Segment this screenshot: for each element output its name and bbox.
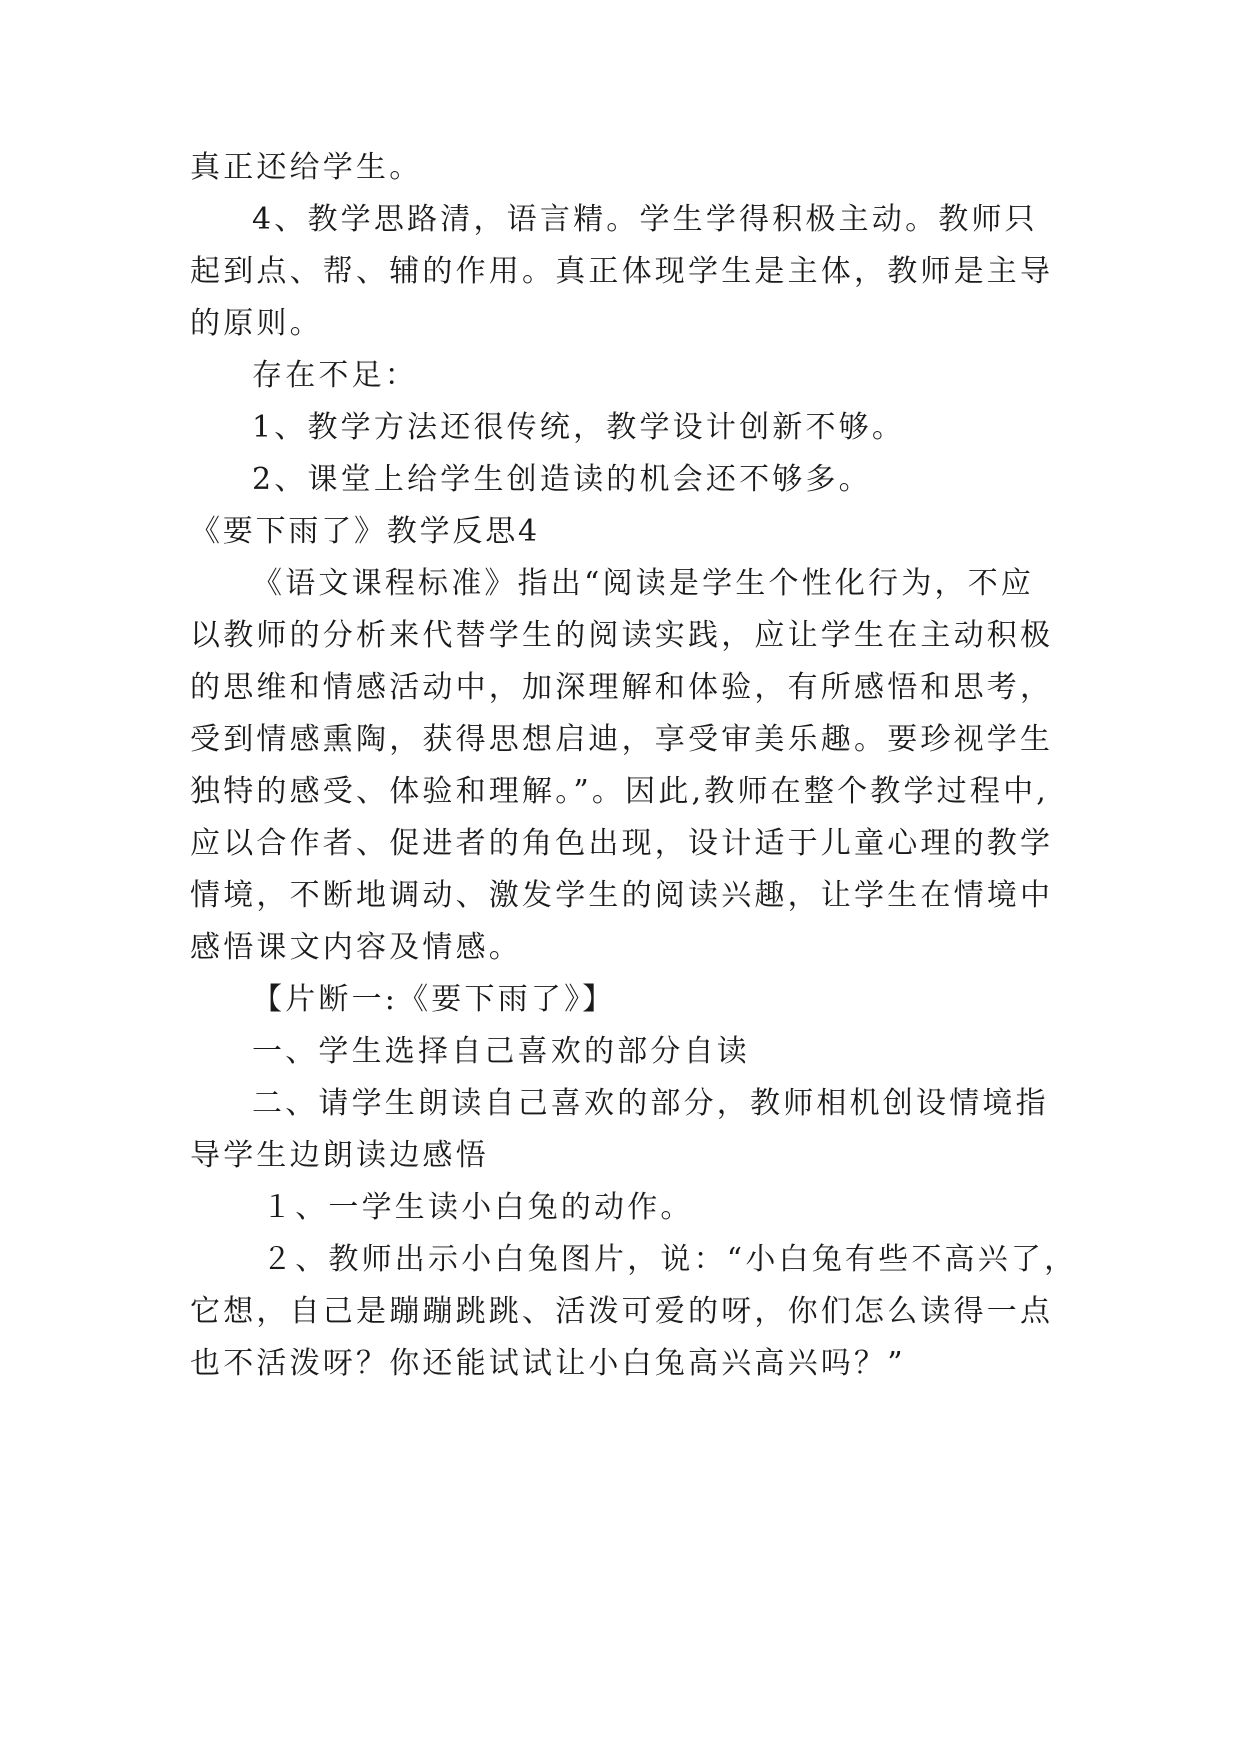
paragraph-line: 受到情感熏陶，获得思想启迪，享受审美乐趣。要珍视学生 xyxy=(190,722,1054,757)
paragraph-line: 感悟课文内容及情感。 xyxy=(190,930,522,965)
section-heading: 《要下雨了》教学反思4 xyxy=(190,514,540,549)
paragraph-line: 导学生边朗读边感悟 xyxy=(190,1138,489,1173)
paragraph-line: 的原则。 xyxy=(190,306,323,341)
paragraph-line: 它想，自己是蹦蹦跳跳、活泼可爱的呀，你们怎么读得一点 xyxy=(190,1294,1054,1329)
paragraph-line: １、一学生读小白兔的动作。 xyxy=(262,1190,694,1225)
paragraph-line: 4、教学思路清，语言精。学生学得积极主动。教师只 xyxy=(252,202,1038,237)
paragraph-line: ２、教师出示小白兔图片，说：“小白兔有些不高兴了， xyxy=(262,1242,1078,1277)
paragraph-line: 1、教学方法还很传统，教学设计创新不够。 xyxy=(252,410,906,445)
subsection-heading: 【片断一:《要下雨了》】 xyxy=(252,982,616,1017)
paragraph-line: 应以合作者、促进者的角色出现，设计适于儿童心理的教学 xyxy=(190,826,1054,861)
paragraph-line: 也不活泼呀？你还能试试让小白兔高兴高兴吗？” xyxy=(190,1346,906,1381)
paragraph-line: 存在不足： xyxy=(252,358,418,393)
paragraph-line: 二、请学生朗读自己喜欢的部分，教师相机创设情境指 xyxy=(252,1086,1049,1121)
paragraph-line: 情境，不断地调动、激发学生的阅读兴趣，让学生在情境中 xyxy=(190,878,1054,913)
paragraph-line: 起到点、帮、辅的作用。真正体现学生是主体，教师是主导 xyxy=(190,254,1054,289)
paragraph-line: 的思维和情感活动中，加深理解和体验，有所感悟和思考， xyxy=(190,670,1054,705)
paragraph-line: 一、学生选择自己喜欢的部分自读 xyxy=(252,1034,750,1069)
paragraph-line: 以教师的分析来代替学生的阅读实践，应让学生在主动积极 xyxy=(190,618,1054,653)
paragraph-line: 独特的感受、体验和理解。”。因此,教师在整个教学过程中, xyxy=(190,774,1050,809)
paragraph-line: 2、课堂上给学生创造读的机会还不够多。 xyxy=(252,462,872,497)
paragraph-line: 真正还给学生。 xyxy=(190,150,423,185)
paragraph-line: 《语文课程标准》指出“阅读是学生个性化行为，不应 xyxy=(252,566,1035,601)
